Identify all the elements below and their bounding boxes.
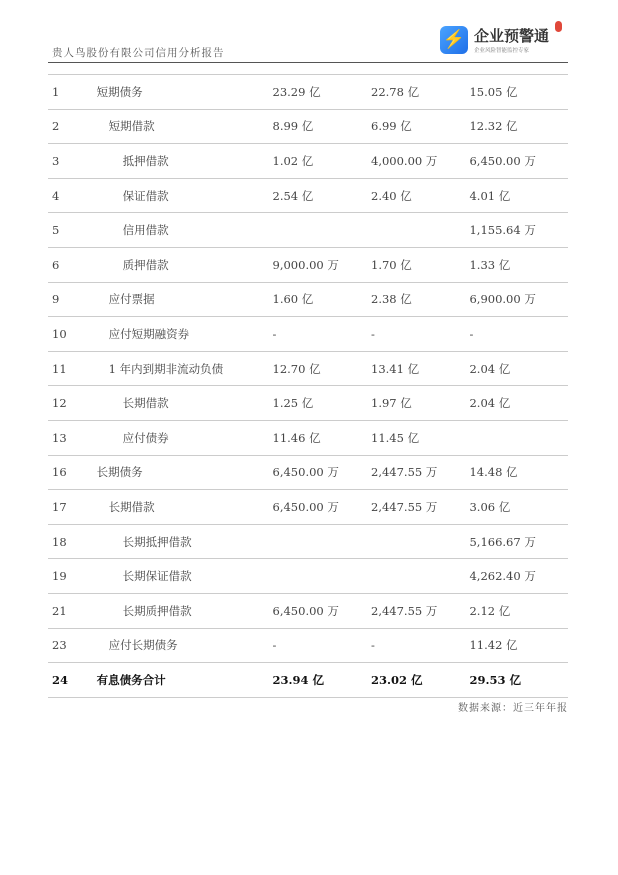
row-number: 5 — [48, 213, 97, 248]
value-year-1 — [273, 524, 371, 559]
value-year-1: 1.25 亿 — [273, 386, 371, 421]
row-name: 抵押借款 — [97, 144, 273, 179]
row-name: 质押借款 — [97, 247, 273, 282]
value-year-2: - — [371, 628, 469, 663]
value-year-2: 1.97 亿 — [371, 386, 469, 421]
value-year-1: 6,450.00 万 — [273, 593, 371, 628]
value-year-2 — [371, 213, 469, 248]
table-row — [48, 144, 568, 179]
value-year-3: 4.01 亿 — [469, 178, 568, 213]
value-year-3: 11.42 亿 — [469, 628, 568, 663]
value-year-3: 15.05 亿 — [469, 75, 568, 110]
value-year-3: - — [469, 317, 568, 352]
row-number: 16 — [48, 455, 97, 490]
value-year-1: 8.99 亿 — [273, 109, 371, 144]
value-year-3: 2.04 亿 — [469, 351, 568, 386]
row-name: 长期借款 — [97, 490, 273, 525]
value-year-2: - — [371, 317, 469, 352]
value-year-3: 6,450.00 万 — [469, 144, 568, 179]
row-name: 短期借款 — [97, 109, 273, 144]
debt-table — [48, 74, 568, 698]
row-name: 保证借款 — [97, 178, 273, 213]
value-year-1 — [273, 213, 371, 248]
value-year-1: 1.02 亿 — [273, 144, 371, 179]
value-year-1: 2.54 亿 — [273, 178, 371, 213]
value-year-2: 2,447.55 万 — [371, 490, 469, 525]
row-number: 24 — [48, 663, 97, 698]
value-year-3 — [469, 420, 568, 455]
table-row — [48, 524, 568, 559]
row-name: 长期保证借款 — [97, 559, 273, 594]
table-row — [48, 75, 568, 110]
row-name: 应付短期融资券 — [97, 317, 273, 352]
table-row — [48, 109, 568, 144]
logo — [440, 25, 549, 54]
value-year-1: 23.94 亿 — [273, 663, 371, 698]
row-name: 长期债务 — [97, 455, 273, 490]
logo-name: 企业预警通 — [474, 27, 550, 45]
row-number: 12 — [48, 386, 97, 421]
row-name: 应付票据 — [97, 282, 273, 317]
row-name: 1 年内到期非流动负债 — [97, 351, 273, 386]
table-row — [48, 490, 568, 525]
value-year-2: 1.70 亿 — [371, 247, 469, 282]
row-number: 21 — [48, 593, 97, 628]
value-year-3: 14.48 亿 — [469, 455, 568, 490]
table-row — [48, 420, 568, 455]
table-row — [48, 282, 568, 317]
lightning-icon: ⚡ — [440, 26, 468, 54]
value-year-3: 4,262.40 万 — [469, 559, 568, 594]
value-year-3: 2.12 亿 — [469, 593, 568, 628]
value-year-1: 6,450.00 万 — [273, 455, 371, 490]
row-number: 11 — [48, 351, 97, 386]
value-year-1: 9,000.00 万 — [273, 247, 371, 282]
value-year-1: 23.29 亿 — [273, 75, 371, 110]
value-year-2: 11.45 亿 — [371, 420, 469, 455]
logo-subtitle: 企业风险智能监控专家 — [474, 48, 530, 54]
value-year-2: 23.02 亿 — [371, 663, 469, 698]
table-row — [48, 247, 568, 282]
value-year-1: 11.46 亿 — [273, 420, 371, 455]
table-row — [48, 213, 568, 248]
value-year-3: 12.32 亿 — [469, 109, 568, 144]
value-year-1: 12.70 亿 — [273, 351, 371, 386]
row-number: 6 — [48, 247, 97, 282]
row-number: 9 — [48, 282, 97, 317]
value-year-3: 29.53 亿 — [469, 663, 568, 698]
row-number: 19 — [48, 559, 97, 594]
report-title: 贵人鸟股份有限公司信用分析报告 — [52, 47, 225, 59]
data-source: 数据来源：近三年年报 — [458, 703, 568, 714]
value-year-3: 1.33 亿 — [469, 247, 568, 282]
value-year-1 — [273, 559, 371, 594]
table-row — [48, 178, 568, 213]
table-row — [48, 351, 568, 386]
row-number: 18 — [48, 524, 97, 559]
value-year-1: - — [273, 628, 371, 663]
row-name: 长期质押借款 — [97, 593, 273, 628]
row-number: 13 — [48, 420, 97, 455]
value-year-2: 6.99 亿 — [371, 109, 469, 144]
row-number: 3 — [48, 144, 97, 179]
row-name: 有息债务合计 — [97, 663, 273, 698]
row-number: 4 — [48, 178, 97, 213]
value-year-3: 5,166.67 万 — [469, 524, 568, 559]
table-row — [48, 317, 568, 352]
row-name: 应付债券 — [97, 420, 273, 455]
row-number: 17 — [48, 490, 97, 525]
table-row — [48, 559, 568, 594]
table-row — [48, 386, 568, 421]
header-divider — [48, 62, 568, 63]
row-name: 长期借款 — [97, 386, 273, 421]
value-year-2: 13.41 亿 — [371, 351, 469, 386]
row-name: 信用借款 — [97, 213, 273, 248]
value-year-2: 4,000.00 万 — [371, 144, 469, 179]
value-year-1: - — [273, 317, 371, 352]
value-year-2: 2,447.55 万 — [371, 593, 469, 628]
row-name: 应付长期债务 — [97, 628, 273, 663]
value-year-3: 2.04 亿 — [469, 386, 568, 421]
value-year-2: 2.38 亿 — [371, 282, 469, 317]
table-row — [48, 593, 568, 628]
row-number: 2 — [48, 109, 97, 144]
value-year-2 — [371, 524, 469, 559]
table-row — [48, 663, 568, 698]
row-name: 短期债务 — [97, 75, 273, 110]
row-name: 长期抵押借款 — [97, 524, 273, 559]
value-year-2 — [371, 559, 469, 594]
row-number: 23 — [48, 628, 97, 663]
value-year-2: 2,447.55 万 — [371, 455, 469, 490]
value-year-2: 22.78 亿 — [371, 75, 469, 110]
value-year-3: 3.06 亿 — [469, 490, 568, 525]
row-number: 1 — [48, 75, 97, 110]
value-year-3: 6,900.00 万 — [469, 282, 568, 317]
row-number: 10 — [48, 317, 97, 352]
table-row — [48, 455, 568, 490]
value-year-1: 1.60 亿 — [273, 282, 371, 317]
table-row — [48, 628, 568, 663]
value-year-3: 1,155.64 万 — [469, 213, 568, 248]
value-year-2: 2.40 亿 — [371, 178, 469, 213]
value-year-1: 6,450.00 万 — [273, 490, 371, 525]
logo-badge-icon — [555, 21, 562, 32]
